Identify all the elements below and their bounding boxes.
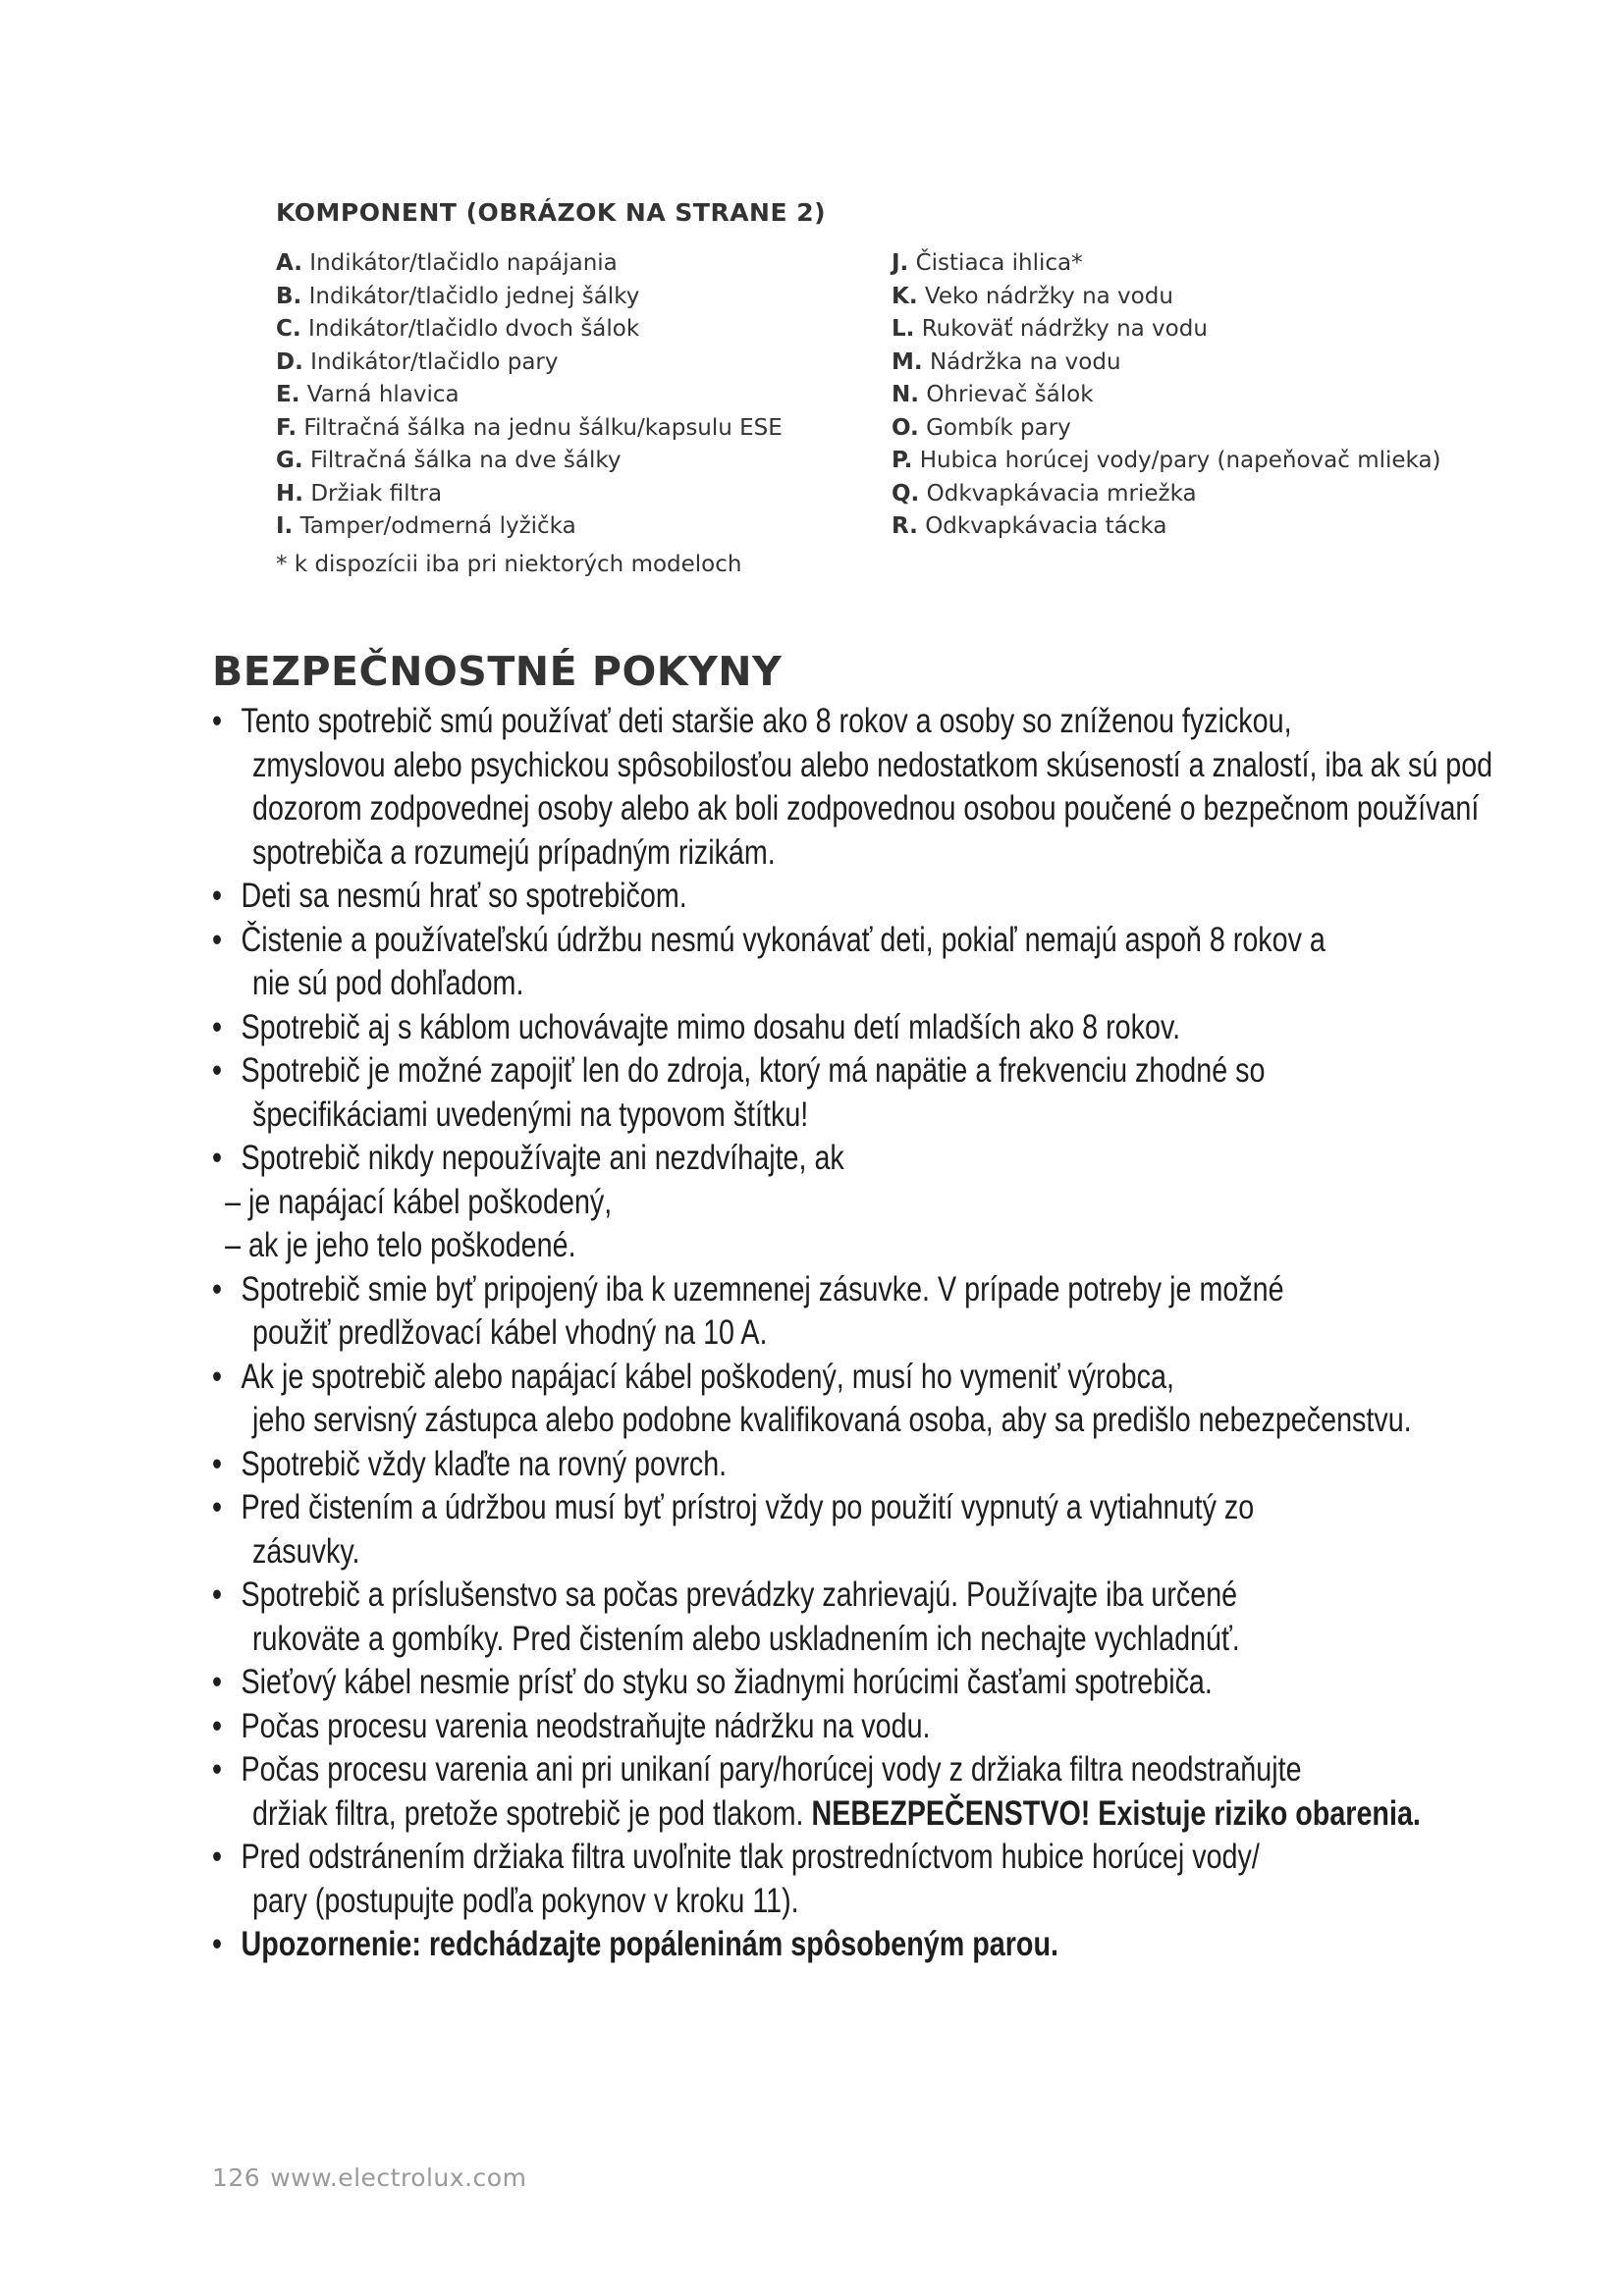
- danger-warning: NEBEZPEČENSTVO! Existuje riziko obarenia.: [811, 1793, 1421, 1833]
- component-label: Filtračná šálka na dve šálky: [309, 448, 622, 473]
- bullet-icon: •: [212, 1750, 223, 1789]
- safety-item: [212, 1661, 1518, 1705]
- component-letter: L.: [892, 316, 915, 342]
- page-number: 126: [212, 2163, 261, 2192]
- bullet-icon: •: [212, 1925, 223, 1963]
- safety-item: [212, 1443, 1518, 1487]
- component-letter: E.: [276, 382, 300, 407]
- component-label: Indikátor/tlačidlo jednej šálky: [308, 283, 640, 309]
- safety-text: Spotrebič smie byť pripojený iba k uzemnenej zásuvke. V prípade potreby je možné: [241, 1269, 1284, 1308]
- safety-item: [212, 1748, 1518, 1836]
- component-item: [892, 478, 1441, 511]
- bullet-icon: •: [212, 1357, 223, 1396]
- component-item: [276, 478, 783, 511]
- component-label: Filtračná šálka na jednu šálku/kapsulu ESE: [303, 414, 783, 441]
- safety-text-continued: [242, 1792, 1519, 1837]
- safety-item: [212, 700, 1518, 875]
- component-letter: P.: [892, 448, 913, 473]
- safety-text: Spotrebič a príslušenstvo sa počas prevádzky zahrievajú. Používajte iba určené: [241, 1575, 1238, 1614]
- component-item: [892, 510, 1441, 544]
- component-label: Nádržka na vodu: [929, 348, 1121, 375]
- component-letter: H.: [276, 480, 303, 507]
- safety-text-continued-plain: držiak filtra, pretože spotrebič je pod tlakom.: [252, 1793, 804, 1833]
- bullet-icon: •: [212, 702, 223, 740]
- safety-text: Čistenie a používateľskú údržbu nesmú vykonávať deti, pokiaľ nemajú aspoň 8 rokov a: [241, 920, 1326, 959]
- safety-text: Spotrebič vždy klaďte na rovný povrch.: [241, 1444, 728, 1483]
- bullet-icon: •: [212, 1838, 223, 1876]
- bullet-icon: •: [212, 877, 223, 915]
- safety-text: Pred odstránením držiaka filtra uvoľnite tlak prostredníctvom hubice horúcej vody/: [241, 1838, 1260, 1876]
- component-item: [276, 379, 783, 412]
- safety-item: [212, 1836, 1518, 1923]
- component-letter: Q.: [892, 480, 920, 507]
- component-item: [276, 247, 783, 281]
- component-item: [276, 412, 783, 446]
- safety-text: Spotrebič je možné zapojiť len do zdroja, ktorý má napätie a frekvenciu zhodné so: [241, 1051, 1266, 1090]
- component-letter: J.: [892, 250, 909, 276]
- safety-item: [212, 1705, 1518, 1749]
- component-item: [892, 313, 1441, 347]
- components-heading: KOMPONENT (OBRÁZOK NA STRANE 2): [276, 198, 827, 227]
- component-label: Odkvapkávacia tácka: [925, 513, 1167, 539]
- safety-item: [212, 1137, 1518, 1268]
- components-footnote: * k dispozícii iba pri niektorých modeloch: [276, 552, 742, 577]
- safety-text-continued: nie sú pod dohľadom.: [252, 964, 524, 1002]
- component-letter: I.: [276, 513, 294, 539]
- component-letter: K.: [892, 283, 918, 309]
- component-letter: M.: [892, 348, 923, 375]
- safety-subitem: – je napájací kábel poškodený,: [225, 1182, 613, 1221]
- component-label: Indikátor/tlačidlo dvoch šálok: [307, 316, 640, 342]
- component-label: Odkvapkávacia mriežka: [926, 480, 1197, 507]
- bullet-icon: •: [212, 1269, 223, 1308]
- safety-item: [212, 1486, 1518, 1574]
- component-letter: C.: [276, 316, 301, 342]
- bullet-icon: •: [212, 1663, 223, 1701]
- safety-item: [212, 919, 1518, 1006]
- safety-subitem: – ak je jeho telo poškodené.: [225, 1226, 576, 1264]
- component-label: Indikátor/tlačidlo napájania: [309, 250, 618, 276]
- component-item: [892, 247, 1441, 281]
- component-label: Čistiaca ihlica*: [915, 250, 1083, 276]
- safety-item: [212, 1356, 1518, 1443]
- component-label: Indikátor/tlačidlo pary: [310, 348, 559, 375]
- components-list-right: [892, 247, 1441, 544]
- component-item: [892, 281, 1441, 314]
- component-label: Ohrievač šálok: [926, 382, 1094, 407]
- component-label: Hubica horúcej vody/pary (napeňovač mlieka): [919, 448, 1441, 473]
- component-item: [892, 379, 1441, 412]
- bullet-icon: •: [212, 920, 223, 959]
- component-label: Gombík pary: [926, 414, 1071, 441]
- safety-text-continued: rukoväte a gombíky. Pred čistením alebo uskladnením ich nechajte vychladnúť.: [252, 1619, 1240, 1658]
- component-letter: B.: [276, 283, 302, 309]
- component-item: [276, 445, 783, 478]
- safety-text-continued: zásuvky.: [252, 1531, 360, 1571]
- safety-heading: BEZPEČNOSTNÉ POKYNY: [212, 648, 783, 695]
- safety-text: Spotrebič aj s káblom uchovávajte mimo dosahu detí mladších ako 8 rokov.: [241, 1007, 1181, 1046]
- component-label: Varná hlavica: [306, 382, 460, 407]
- component-label: Tamper/odmerná lyžička: [299, 513, 576, 539]
- safety-text: Deti sa nesmú hrať so spotrebičom.: [241, 877, 687, 915]
- component-letter: G.: [276, 448, 303, 473]
- safety-text-continued: jeho servisný zástupca alebo podobne kvalifikovaná osoba, aby sa predišlo nebezpečenstvu.: [252, 1401, 1412, 1439]
- component-item: [276, 347, 783, 380]
- safety-text-continued: použiť predlžovací kábel vhodný na 10 A.: [252, 1313, 768, 1352]
- safety-text: Ak je spotrebič alebo napájací kábel poškodený, musí ho vymeniť výrobca,: [241, 1357, 1174, 1396]
- safety-text-continued: zmyslovou alebo psychickou spôsobilosťou alebo nedostatkom skúseností a znalostí, iba ak sú pod dozorom zodpovednej osoby alebo ak boli zodpovednou osobou poučené o bezpečnom používaní spotrebiča a rozumejú prípadným rizikám.: [252, 745, 1493, 872]
- website-link: www.electrolux.com: [270, 2163, 527, 2192]
- component-item: [892, 347, 1441, 380]
- component-item: [892, 412, 1441, 446]
- safety-item: [212, 1923, 1518, 1967]
- safety-item: [212, 1268, 1518, 1356]
- safety-text: Počas procesu varenia ani pri unikaní pary/horúcej vody z držiaka filtra neodstraňujte: [241, 1750, 1302, 1789]
- page-footer: [212, 2163, 526, 2192]
- safety-item: [212, 1006, 1518, 1050]
- safety-text: Spotrebič nikdy nepoužívajte ani nezdvíhajte, ak: [241, 1139, 844, 1177]
- component-label: Rukoväť nádržky na vodu: [921, 316, 1208, 342]
- component-letter: N.: [892, 382, 919, 407]
- component-label: Veko nádržky na vodu: [924, 283, 1173, 309]
- component-item: [276, 281, 783, 314]
- component-letter: O.: [892, 414, 919, 441]
- bullet-icon: •: [212, 1488, 223, 1526]
- safety-text-continued: špecifikáciami uvedenými na typovom štítku!: [252, 1095, 809, 1134]
- bullet-icon: •: [212, 1007, 223, 1046]
- bullet-icon: •: [212, 1575, 223, 1614]
- safety-text-continued: pary (postupujte podľa pokynov v kroku 11).: [252, 1881, 799, 1920]
- component-letter: R.: [892, 513, 918, 539]
- component-letter: D.: [276, 348, 303, 375]
- component-letter: A.: [276, 250, 302, 276]
- component-letter: F.: [276, 414, 298, 441]
- safety-item: [212, 875, 1518, 919]
- component-item: [276, 313, 783, 347]
- bullet-icon: •: [212, 1051, 223, 1090]
- bullet-icon: •: [212, 1706, 223, 1745]
- safety-item: [212, 1574, 1518, 1661]
- safety-text: Počas procesu varenia neodstraňujte nádržku na vodu.: [241, 1706, 931, 1745]
- safety-text: Pred čistením a údržbou musí byť prístroj vždy po použití vypnutý a vytiahnutý zo: [241, 1488, 1255, 1526]
- bullet-icon: •: [212, 1444, 223, 1483]
- safety-text: Sieťový kábel nesmie prísť do styku so žiadnymi horúcimi časťami spotrebiča.: [241, 1663, 1213, 1701]
- component-item: [276, 510, 783, 544]
- components-list-left: [276, 247, 783, 544]
- bullet-icon: •: [212, 1139, 223, 1177]
- component-item: [892, 445, 1441, 478]
- component-label: Držiak filtra: [310, 480, 443, 507]
- safety-text: Tento spotrebič smú používať deti staršie ako 8 rokov a osoby so zníženou fyzickou,: [241, 702, 1292, 740]
- safety-instructions-list: [212, 700, 1518, 1967]
- safety-item: [212, 1049, 1518, 1137]
- steam-burn-warning: Upozornenie: redchádzajte popáleninám spôsobeným parou.: [241, 1925, 1058, 1963]
